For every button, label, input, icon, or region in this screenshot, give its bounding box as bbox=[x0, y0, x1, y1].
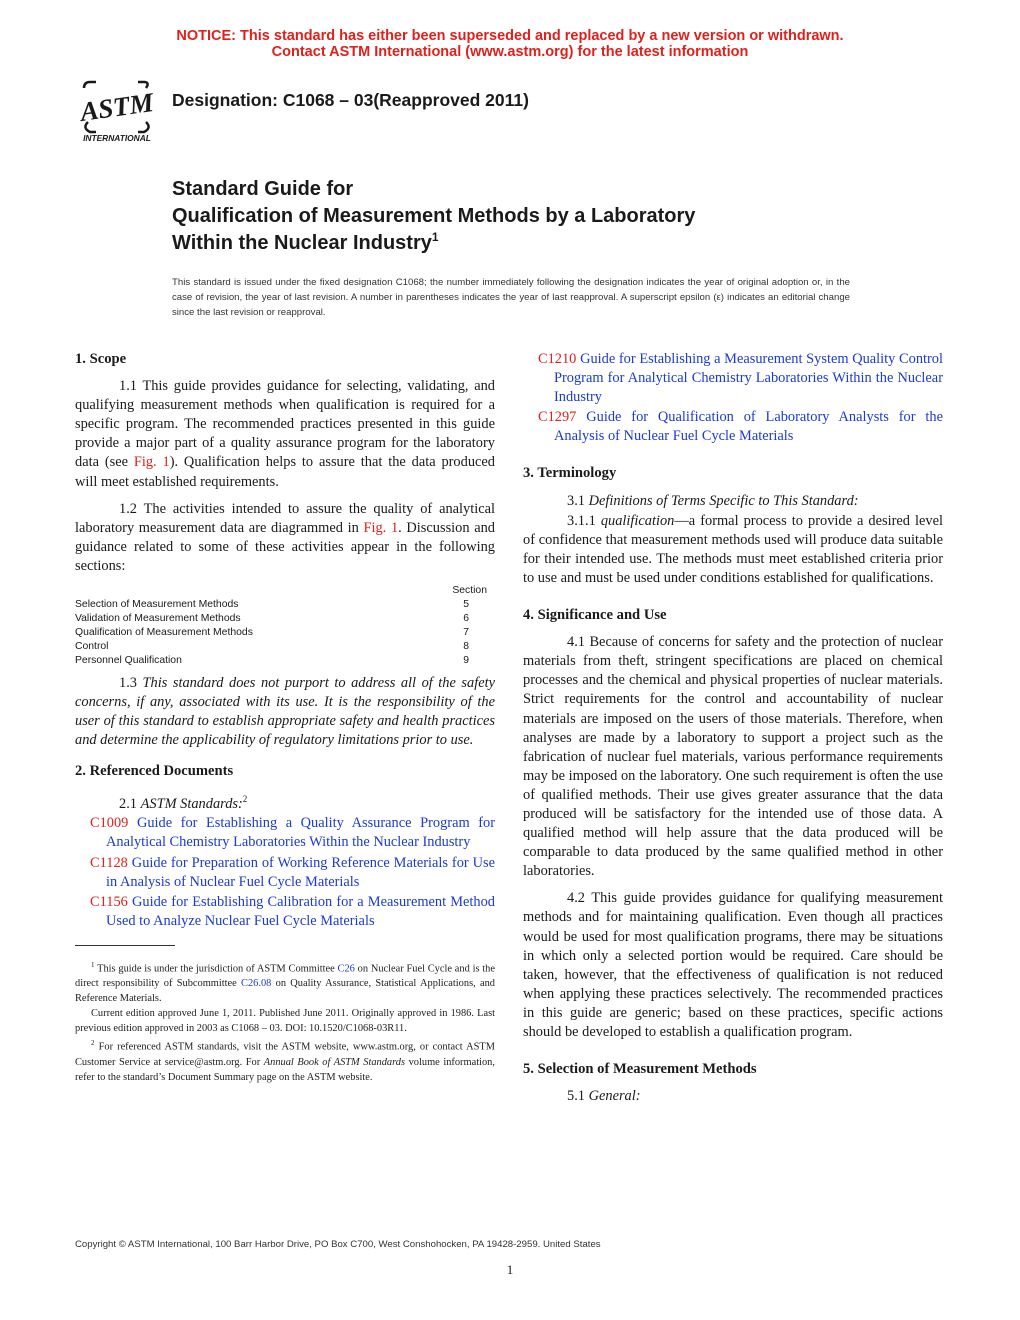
referenced-docs-heading: 2. Referenced Documents bbox=[75, 763, 234, 780]
fig-1-link[interactable]: Fig. 1 bbox=[363, 519, 399, 536]
title-footnote-mark: 1 bbox=[431, 230, 439, 244]
copyright-line: Copyright © ASTM International, 100 Barr Harbor Drive, PO Box C700, West Conshohocken, PA 19428-2959. United States bbox=[75, 1239, 601, 1250]
c26-link[interactable]: C26 bbox=[337, 963, 355, 975]
selection-heading: 5. Selection of Measurement Methods bbox=[523, 1061, 757, 1078]
significance-heading: 4. Significance and Use bbox=[523, 607, 667, 624]
right-column bbox=[523, 350, 943, 1114]
table-row: Selection of Measurement Methods 5 bbox=[75, 599, 469, 611]
withdrawal-notice bbox=[0, 28, 1020, 60]
fig-1-link[interactable]: Fig. 1 bbox=[133, 454, 170, 471]
logo-text: ASTM bbox=[78, 87, 156, 127]
title-line-2: Qualification of Measurement Methods by a Laboratory bbox=[172, 205, 696, 227]
ref-c1128[interactable]: C1128 Guide for Preparation of Working Reference Materials for Use in Analysis of Nuclear Fuel Cycle Materials bbox=[90, 854, 496, 890]
astm-standards-subheading: 2.1 ASTM Standards:$^2$ bbox=[119, 793, 248, 812]
sections-table-header: Section bbox=[452, 585, 487, 597]
notice-line-2: Contact ASTM International (www.astm.org) for the latest information bbox=[271, 44, 749, 60]
document-title bbox=[172, 176, 695, 259]
left-column bbox=[75, 350, 495, 1085]
table-row: Validation of Measurement Methods 6 bbox=[75, 613, 469, 625]
significance-para-4-1: 4.1 Because of concerns for safety and the protection of nuclear materials from theft, stringent specifications are placed on chemical processes and the chemical and physical properties of nuclear materials. Strict requirements for the control and accountability of nuclear materials are imposed on the users of those materials. Therefore, when analyses are made by a laboratory to support a project such as the fabrication of nuclear fuel materials, various performance requirements may be imposed on the laboratory. One such requirement is often the use of qualified methods. Their use gives greater assurance that the data produced will be satisfactory for the intended use of those data. A qualified method will help assure that the data produced will be comparable to data produced by the same qualified method in other laboratories. bbox=[523, 634, 943, 880]
title-line-3: Within the Nuclear Industry bbox=[172, 232, 432, 254]
ref-c1156[interactable]: C1156 Guide for Establishing Calibration for a Measurement Method Used to Analyze Nuclear Fuel Cycle Materials bbox=[90, 893, 495, 929]
terminology-heading: 3. Terminology bbox=[523, 465, 617, 482]
ref-c1210[interactable]: C1210 Guide for Establishing a Measurement System Quality Control Program for Analytical Chemistry Laboratories Within the Nuclear Industry bbox=[538, 351, 943, 406]
footnote-2: $^2$ For referenced ASTM standards, visit the ASTM website, www.astm.org, or contact ASTM Customer Service at service@astm.org. For Annual Book of ASTM Standards volume information, refer to the standard’s Document Summary page on the ASTM website. bbox=[75, 1039, 495, 1083]
ref-c1009[interactable]: C1009 Guide for Establishing a Quality Assurance Program for Analytical Chemistry Laboratories Within the Nuclear Industry bbox=[90, 815, 495, 851]
designation: Designation: C1068 – 03(Reapproved 2011) bbox=[172, 90, 529, 110]
table-row: Qualification of Measurement Methods 7 bbox=[75, 627, 469, 639]
astm-logo bbox=[74, 78, 160, 144]
sections-table bbox=[75, 584, 495, 668]
notice-line-1: NOTICE: This standard has either been superseded and replaced by a new version or withdrawn. bbox=[176, 28, 844, 44]
scope-para-1-3: 1.3 This standard does not purport to address all of the safety concerns, if any, associated with its use. It is the responsibility of the user of this standard to establish appropriate safety and health practices and determine the applicability of regulatory limitations prior to use. bbox=[75, 675, 495, 749]
page-number: 1 bbox=[506, 1262, 514, 1277]
significance-para-4-2: 4.2 This guide provides guidance for qualifying measurement methods and for maintaining qualification. Even though all practices would be used for most qualification programs, there may be situations in which only a selected portion would be required. Care should be taken, however, that the effectiveness of qualification is not reduced when applying these practices selectively. The recommended practices in this guide are generic; based on these practices, specific actions should be developed to establish a qualification program. bbox=[523, 890, 943, 1040]
ref-c1297[interactable]: C1297 Guide for Qualification of Laboratory Analysts for the Analysis of Nuclear Fuel Cycle Materials bbox=[538, 409, 943, 445]
table-row: Personnel Qualification 9 bbox=[75, 655, 469, 667]
footnote-1: $^1$ This guide is under the jurisdiction of ASTM Committee C26 on Nuclear Fuel Cycle and is the direct responsibility of Subcommittee C26.08 on Quality Assurance, Statistical Applications, and Reference Materials. bbox=[75, 960, 495, 1005]
scope-para-1-2: 1.2 The activities intended to assure the quality of analytical laboratory measurement data are diagrammed in Fig. 1. Discussion and guidance related to some of these activities appear in the following sections: bbox=[75, 500, 496, 574]
c26-08-link[interactable]: C26.08 bbox=[241, 978, 272, 990]
footnote-1-edition: Current edition approved June 1, 2011. Published June 2011. Originally approved in 1986. Last previous edition approved in 2003 as C1068 – 03. DOI: 10.1520/C1068-03R11. bbox=[75, 1008, 495, 1035]
logo-subtext: INTERNATIONAL bbox=[83, 133, 151, 143]
scope-para-1-1: 1.1 This guide provides guidance for selecting, validating, and qualifying measurement methods when qualification is required for a specific program. The recommended practices presented in this guide provide a major part of a quality assurance program for the laboratory data (see Fig. 1). Qualification helps to assure that the data produced will meet established requirements. bbox=[75, 378, 495, 490]
table-row: Control 8 bbox=[75, 641, 469, 653]
footnote-divider bbox=[75, 945, 175, 946]
selection-subheading: 5.1 General: bbox=[567, 1088, 641, 1105]
scope-heading: 1. Scope bbox=[75, 351, 127, 367]
title-line-1: Standard Guide for bbox=[172, 178, 354, 200]
terminology-subheading: 3.1 Definitions of Terms Specific to This Standard: bbox=[567, 492, 859, 509]
definition-qualification: 3.1.1 qualification—a formal process to provide a desired level of confidence that measurement methods used will produce data suitable for their intended use. The methods must meet established criteria prior to use and must be used under conditions established for qualifications. bbox=[523, 512, 943, 586]
issue-note: This standard is issued under the fixed designation C1068; the number immediately following the designation indicates the year of original adoption or, in the case of revision, the year of last revision. A number in parentheses indicates the year of last reapproval. A superscript epsilon (ε) indicates an editorial change since the last revision or reapproval. bbox=[172, 277, 850, 318]
